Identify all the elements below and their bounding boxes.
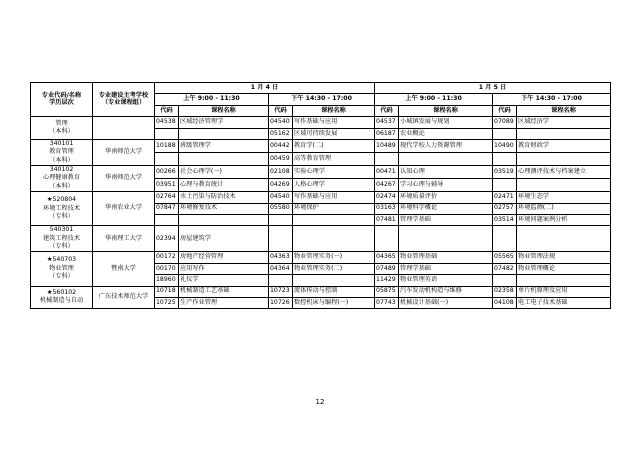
course-code-cell: 03951: [155, 179, 179, 192]
course-code-cell: 07743: [375, 297, 399, 308]
course-code-cell: 05565: [493, 252, 517, 263]
course-name-cell: 心理测评技术与档案建立: [517, 166, 611, 179]
header-course: 课程名称: [293, 105, 375, 116]
course-name-cell: [517, 275, 611, 286]
course-code-cell: [269, 226, 293, 252]
table-row: [31, 252, 611, 263]
course-name-cell: 写作基础与应用: [293, 117, 375, 128]
course-code-cell: 05875: [375, 286, 399, 297]
major-line: （本科）: [49, 182, 74, 190]
course-name-cell: [179, 128, 269, 139]
course-code-cell: 04537: [375, 117, 399, 128]
course-code-cell: 03519: [493, 166, 517, 179]
course-name-cell: 教育学(二): [293, 139, 375, 152]
course-name-cell: 环境保护: [293, 203, 375, 214]
school-cell: [93, 117, 155, 140]
course-name-cell: [517, 226, 611, 252]
major-cell: [31, 117, 93, 140]
course-name-cell: 应用写作: [179, 263, 269, 274]
major-line: 建筑工程技术: [42, 234, 81, 242]
header-day1: 1 月 4 日: [155, 83, 375, 94]
course-name-cell: 环境生态学: [517, 192, 611, 203]
course-code-cell: 04538: [155, 117, 179, 128]
course-code-cell: 00266: [155, 166, 179, 179]
course-code-cell: 00471: [375, 166, 399, 179]
course-code-cell: 00172: [155, 252, 179, 263]
major-line: （专科）: [49, 212, 74, 220]
course-name-cell: 环境质量评价: [399, 192, 493, 203]
school-cell: 暨南大学: [93, 252, 155, 286]
major-line: （专科）: [49, 243, 74, 250]
course-name-cell: 认知心理: [399, 166, 493, 179]
course-code-cell: 00459: [269, 152, 293, 165]
course-name-cell: [517, 128, 611, 139]
course-name-cell: 写作基础与应用: [293, 192, 375, 203]
course-code-cell: 07481: [375, 214, 399, 225]
course-code-cell: 18960: [155, 275, 179, 286]
course-name-cell: 学习心理与辅导: [399, 179, 493, 192]
table-row: [31, 117, 611, 128]
course-name-cell: 实验心理学: [293, 166, 375, 179]
course-code-cell: 02394: [155, 226, 179, 252]
course-code-cell: 04365: [375, 252, 399, 263]
course-name-cell: 数控机床与编程(一): [293, 297, 375, 308]
course-code-cell: [493, 128, 517, 139]
school-cell: 华南农业大学: [93, 192, 155, 226]
course-code-cell: [155, 214, 179, 225]
school-cell: 华南师范大学: [93, 139, 155, 165]
major-line: ★520804: [46, 196, 77, 204]
course-name-cell: 物业管理基础: [399, 252, 493, 263]
course-code-cell: [155, 152, 179, 165]
course-name-cell: 管理学基础: [399, 214, 493, 225]
course-name-cell: 电工电子技术基础: [517, 297, 611, 308]
course-code-cell: 05162: [269, 128, 293, 139]
course-code-cell: [493, 275, 517, 286]
header-code: 代码: [493, 105, 517, 116]
exam-schedule-table: [30, 82, 611, 309]
course-name-cell: 单片机原理及应用: [517, 286, 611, 297]
major-line: 管理: [55, 119, 68, 127]
course-code-cell: [155, 128, 179, 139]
major-line: 物业管理: [49, 264, 74, 272]
course-name-cell: 区域经济管理学: [179, 117, 269, 128]
course-code-cell: 02764: [155, 192, 179, 203]
course-code-cell: 04364: [269, 263, 293, 274]
header-code: 代码: [375, 105, 399, 116]
table-body: [31, 117, 611, 309]
course-name-cell: 小城镇发展与规划: [399, 117, 493, 128]
course-code-cell: [493, 226, 517, 252]
school-cell: 广东技术师范大学: [93, 286, 155, 309]
course-name-cell: 环境修复技术: [179, 203, 269, 214]
course-code-cell: [375, 152, 399, 165]
school-cell: 华南理工大学: [93, 226, 155, 252]
major-line: 340102: [49, 166, 74, 174]
header-day2-am: 上午 9:00 - 11:30: [375, 94, 493, 105]
course-code-cell: 00170: [155, 263, 179, 274]
course-code-cell: 02108: [269, 166, 293, 179]
header-major: 专业代码/名称 学历层次: [31, 83, 93, 117]
course-name-cell: 区域经济学: [517, 117, 611, 128]
course-name-cell: 班级管理学: [179, 139, 269, 152]
course-code-cell: 04540: [269, 117, 293, 128]
major-line: 教育管理: [49, 148, 74, 156]
header-day1-pm: 下午 14:30 - 17:00: [269, 94, 375, 105]
course-code-cell: 02757: [493, 203, 517, 214]
header-course: 课程名称: [179, 105, 269, 116]
course-name-cell: 物业管理英语: [399, 275, 493, 286]
course-name-cell: 心理与教育统计: [179, 179, 269, 192]
course-name-cell: 环境监测(二): [517, 203, 611, 214]
table-row: [31, 166, 611, 179]
header-day1-am: 上午 9:00 - 11:30: [155, 94, 269, 105]
header-code: 代码: [155, 105, 179, 116]
course-code-cell: 10725: [155, 297, 179, 308]
table-row: [31, 192, 611, 203]
course-code-cell: 11429: [375, 275, 399, 286]
major-line: 环境工程技术: [42, 204, 81, 212]
course-name-cell: 物业管理实务(一): [293, 252, 375, 263]
course-code-cell: 03514: [493, 214, 517, 225]
major-line: （专科）: [49, 273, 74, 281]
major-cell: [31, 226, 93, 252]
course-code-cell: [269, 214, 293, 225]
course-name-cell: [399, 152, 493, 165]
course-code-cell: 04269: [269, 179, 293, 192]
course-code-cell: 02358: [493, 286, 517, 297]
course-code-cell: 10188: [155, 139, 179, 152]
course-name-cell: 农业概论: [399, 128, 493, 139]
major-line: 540301: [49, 226, 74, 234]
course-name-cell: 物业管理实务(二): [293, 263, 375, 274]
major-cell: [31, 166, 93, 192]
header-course: 课程名称: [399, 105, 493, 116]
header-code: 代码: [269, 105, 293, 116]
course-name-cell: 区域可持续发展: [293, 128, 375, 139]
course-code-cell: [375, 226, 399, 252]
course-code-cell: 10726: [269, 297, 293, 308]
course-code-cell: 02474: [375, 192, 399, 203]
major-line: 340101: [49, 139, 74, 147]
course-code-cell: [493, 152, 517, 165]
course-name-cell: [179, 214, 269, 225]
major-line: 心理健康教育: [42, 174, 81, 182]
course-code-cell: 10718: [155, 286, 179, 297]
course-name-cell: 现代学校人力资源管理: [399, 139, 493, 152]
course-code-cell: 05580: [269, 203, 293, 214]
course-code-cell: 10490: [493, 139, 517, 152]
course-code-cell: 07847: [155, 203, 179, 214]
course-code-cell: 07482: [493, 263, 517, 274]
course-code-cell: 04267: [375, 179, 399, 192]
course-code-cell: 10723: [269, 286, 293, 297]
course-name-cell: [293, 214, 375, 225]
header-school: 专业建设主考学校 （专业课程组）: [93, 83, 155, 117]
major-line: ★560102: [46, 289, 77, 297]
course-code-cell: 06187: [375, 128, 399, 139]
course-name-cell: [399, 226, 493, 252]
major-line: 机械制造与自动: [39, 297, 84, 305]
table-row: [31, 139, 611, 152]
course-name-cell: 水土污染与防治技术: [179, 192, 269, 203]
course-code-cell: [493, 179, 517, 192]
course-name-cell: 房地产经营管理: [179, 252, 269, 263]
table-row: [31, 286, 611, 297]
course-name-cell: 环境问题案例分析: [517, 214, 611, 225]
course-name-cell: 礼仪学: [179, 275, 269, 286]
course-name-cell: 汽车发动机构造与维修: [399, 286, 493, 297]
course-code-cell: 07489: [375, 263, 399, 274]
course-name-cell: 物业管理概论: [517, 263, 611, 274]
course-name-cell: 社会心理学(一): [179, 166, 269, 179]
table-header: [31, 83, 611, 117]
course-name-cell: [293, 275, 375, 286]
course-name-cell: [517, 179, 611, 192]
course-name-cell: 人格心理学: [293, 179, 375, 192]
page-number: 12: [315, 398, 325, 406]
course-code-cell: 00442: [269, 139, 293, 152]
course-name-cell: 机械制造工艺基础: [179, 286, 269, 297]
course-code-cell: 10489: [375, 139, 399, 152]
course-code-cell: 04108: [493, 297, 517, 308]
course-name-cell: 环境科学概论: [399, 203, 493, 214]
course-name-cell: 教育财政学: [517, 139, 611, 152]
course-code-cell: 04363: [269, 252, 293, 263]
course-name-cell: [179, 152, 269, 165]
course-name-cell: 生产作业管理: [179, 297, 269, 308]
course-name-cell: 高等教育管理: [293, 152, 375, 165]
header-day2-pm: 下午 14:30 - 17:00: [493, 94, 611, 105]
course-code-cell: 04540: [269, 192, 293, 203]
school-cell: 华南师范大学: [93, 166, 155, 192]
major-line: （本科）: [49, 156, 74, 164]
course-name-cell: [517, 152, 611, 165]
course-name-cell: [293, 226, 375, 252]
header-course: 课程名称: [517, 105, 611, 116]
course-code-cell: [269, 275, 293, 286]
course-code-cell: 07089: [493, 117, 517, 128]
major-cell: [31, 286, 93, 309]
major-cell: [31, 192, 93, 226]
course-name-cell: 流体传动与控制: [293, 286, 375, 297]
major-cell: [31, 139, 93, 165]
table-row: [31, 226, 611, 252]
course-code-cell: 03163: [375, 203, 399, 214]
course-name-cell: 机械设计基础(一): [399, 297, 493, 308]
major-cell: [31, 252, 93, 286]
header-day2: 1 月 5 日: [375, 83, 611, 94]
course-name-cell: 房屋建筑学: [179, 226, 269, 252]
major-line: ★540703: [46, 256, 77, 264]
course-code-cell: 02471: [493, 192, 517, 203]
major-line: （本科）: [49, 128, 74, 136]
course-name-cell: 物业管理法规: [517, 252, 611, 263]
course-name-cell: 管理学基础: [399, 263, 493, 274]
